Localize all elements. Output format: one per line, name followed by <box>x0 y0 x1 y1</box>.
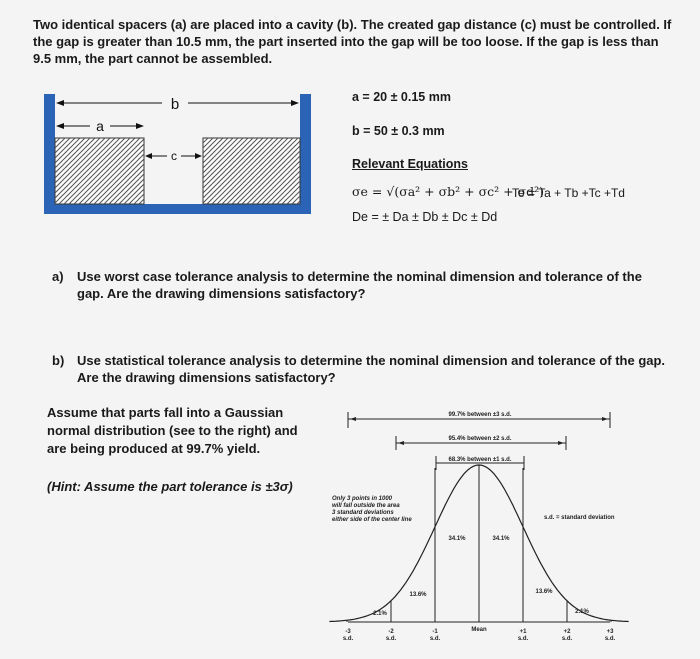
dim-a-arrow-right <box>136 123 144 129</box>
question-a-label: a) <box>52 269 64 284</box>
note-line-1: Only 3 points in 1000 <box>332 496 393 502</box>
equations-heading: Relevant Equations <box>352 157 468 171</box>
equation-te: Te = Ta + Tb +Tc +Td <box>512 186 625 200</box>
question-a <box>52 268 682 308</box>
axis-minus1: -1 s.d. <box>429 629 441 642</box>
spec-b: b = 50 ± 0.3 mm <box>352 124 445 138</box>
range3-label: 99.7% between ±3 s.d. <box>448 412 512 418</box>
gaussian-diagram <box>318 400 700 655</box>
dim-b-arrow-left <box>56 100 64 106</box>
dim-a-label: a <box>96 118 104 134</box>
spec-a: a = 20 ± 0.15 mm <box>352 90 451 104</box>
axis-plus2: +2 s.d. <box>561 629 573 642</box>
question-b-line1: Use statistical tolerance analysis to determine the nominal dimension and tolerance of the gap. <box>77 353 666 368</box>
outside-note <box>332 496 412 523</box>
range3-arrow-left <box>350 417 356 421</box>
range2-arrow-left <box>398 441 404 445</box>
problem-intro: Two identical spacers (a) are placed into a cavity (b). The created gap distance (c) must be controlled. If the gap is greater than 10.5 mm, the part inserted into the gap will be too loose. If the gap is less than 9.5 mm, the part cannot be assembled. <box>33 17 672 66</box>
range2-label: 95.4% between ±2 s.d. <box>448 436 512 442</box>
axis-mean: Mean <box>471 627 487 633</box>
axis-labels <box>343 627 616 642</box>
pct-right-mid: 13.6% <box>535 589 553 595</box>
range1-label: 68.3% between ±1 s.d. <box>448 457 512 463</box>
dim-c-arrow-right <box>195 153 202 159</box>
pct-right-inner: 34.1% <box>492 536 510 542</box>
sd-definition: s.d. = standard deviation <box>544 515 615 521</box>
question-b <box>52 352 692 392</box>
range2-arrow-right <box>558 441 564 445</box>
question-b-line2: Are the drawing dimensions satisfactory? <box>77 370 336 385</box>
pct-left-mid: 13.6% <box>409 592 427 598</box>
dim-b-arrow-right <box>291 100 299 106</box>
dim-c-label: c <box>171 149 177 163</box>
equation-sigma: σe = √(σa² + σb² + σc² + σd²) <box>352 184 544 199</box>
note-line-2: will fall outside the area <box>332 503 400 509</box>
pct-left-outer: 2.1% <box>373 611 387 617</box>
question-a-line1: Use worst case tolerance analysis to determine the nominal dimension and tolerance of the <box>77 269 642 284</box>
assume-text: Assume that parts fall into a Gaussian normal distribution (see to the right) and are being produced at 99.7% yield. <box>47 405 298 456</box>
range3-arrow-right <box>602 417 608 421</box>
note-line-4: either side of the center line <box>332 517 412 523</box>
cavity-diagram <box>40 88 315 218</box>
dim-a-arrow-left <box>56 123 64 129</box>
axis-plus1: +1 s.d. <box>517 629 529 642</box>
axis-minus3: -3 s.d. <box>342 629 354 642</box>
dim-c-arrow-left <box>145 153 152 159</box>
pct-right-outer: 2.1% <box>575 609 589 615</box>
equation-de: De = ± Da ± Db ± Dc ± Dd <box>352 210 498 224</box>
hint-text: (Hint: Assume the part tolerance is ±3σ) <box>47 479 293 494</box>
axis-plus3: +3 s.d. <box>604 629 616 642</box>
question-a-line2: gap. Are the drawing dimensions satisfactory? <box>77 286 366 301</box>
note-line-3: 3 standard deviations <box>332 510 394 516</box>
pct-left-inner: 34.1% <box>448 536 466 542</box>
question-b-label: b) <box>52 353 65 368</box>
dim-b-label: b <box>170 96 180 113</box>
axis-minus2: -2 s.d. <box>385 629 397 642</box>
